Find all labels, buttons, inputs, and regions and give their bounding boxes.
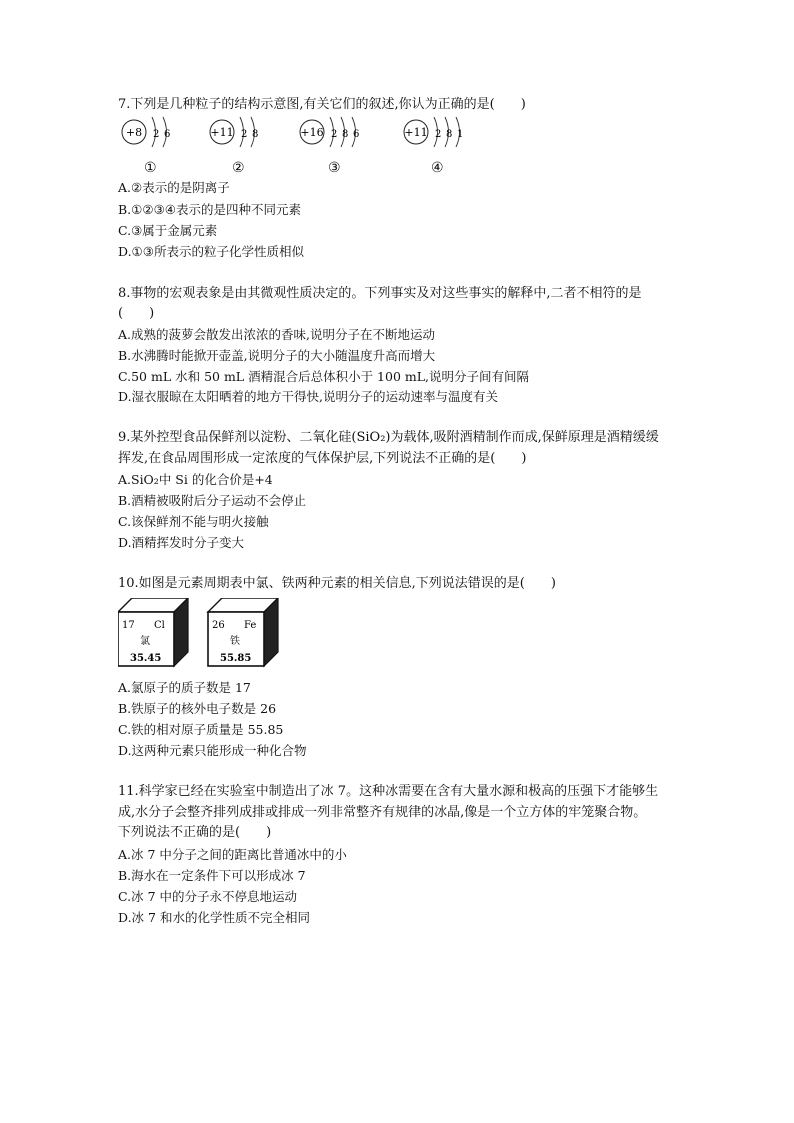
shell-electron-count: 2 xyxy=(331,129,338,140)
q7-option-c: C.③属于金属元素 xyxy=(118,223,218,238)
element-tile-fe xyxy=(208,598,278,666)
q8-option-d: D.湿衣服晾在太阳晒着的地方干得快,说明分子的运动速率与温度有关 xyxy=(118,389,499,404)
q10-stem: 10.如图是元素周期表中氯、铁两种元素的相关信息,下列说法错误的是( ) xyxy=(118,576,556,591)
particle-diagram-3 xyxy=(300,117,359,147)
q11-option-c: C.冰 7 中的分子永不停息地运动 xyxy=(118,889,297,904)
q10-element-tiles xyxy=(118,598,298,670)
shell-electron-count: 8 xyxy=(342,129,349,140)
q7-label-1: ① xyxy=(144,160,157,176)
cl-mass: 35.45 xyxy=(130,653,162,664)
q11-stem-line1: 11.科学家已经在实验室中制造出了冰 7。这种冰需要在含有大量水源和极高的压强下才能够生 xyxy=(118,784,659,799)
q9-option-a: A.SiO₂中 Si 的化合价是+4 xyxy=(118,472,273,487)
q8-stem-line1: 8.事物的宏观表象是由其微观性质决定的。下列事实及对这些事实的解释中,二者不相符的是 xyxy=(118,286,642,301)
fe-number: 26 xyxy=(212,620,225,631)
q9-stem-line2: 挥发,在食品周围形成一定浓度的气体保护层,下列说法不正确的是( ) xyxy=(118,451,527,466)
q11-option-b: B.海水在一定条件下可以形成冰 7 xyxy=(118,868,306,883)
shell-electron-count: 2 xyxy=(153,129,160,140)
nucleus-charge: +11 xyxy=(404,126,428,139)
shell-electron-count: 6 xyxy=(353,129,360,140)
shell-electron-count: 2 xyxy=(435,129,442,140)
fe-name: 铁 xyxy=(230,636,240,647)
q11-option-a: A.冰 7 中分子之间的距离比普通冰中的小 xyxy=(118,847,347,862)
q10-option-d: D.这两种元素只能形成一种化合物 xyxy=(118,743,307,758)
shell-electron-count: 1 xyxy=(457,129,464,140)
q9-option-b: B.酒精被吸附后分子运动不会停止 xyxy=(118,493,307,508)
nucleus-charge: +16 xyxy=(300,126,324,139)
q9-option-c: C.该保鲜剂不能与明火接触 xyxy=(118,514,269,529)
particle-diagram-2 xyxy=(210,117,258,147)
q7-particle-diagrams xyxy=(112,114,492,162)
shell-electron-count: 8 xyxy=(252,129,259,140)
q11-option-d: D.冰 7 和水的化学性质不完全相同 xyxy=(118,910,310,925)
q10-option-b: B.铁原子的核外电子数是 26 xyxy=(118,701,277,716)
nucleus-charge: +11 xyxy=(210,126,234,139)
q10-option-a: A.氯原子的质子数是 17 xyxy=(118,680,251,695)
q7-option-a: A.②表示的是阴离子 xyxy=(118,180,230,195)
q8-option-a: A.成熟的菠萝会散发出浓浓的香味,说明分子在不断地运动 xyxy=(118,327,435,342)
element-tile-cl xyxy=(118,598,188,666)
q10-option-c: C.铁的相对原子质量是 55.85 xyxy=(118,722,284,737)
q7-label-2: ② xyxy=(232,160,245,176)
nucleus-charge: +8 xyxy=(125,126,143,139)
cl-symbol: Cl xyxy=(154,620,165,631)
q9-option-d: D.酒精挥发时分子变大 xyxy=(118,535,245,550)
q7-label-3: ③ xyxy=(328,160,341,176)
q8-stem-line2: ( ) xyxy=(118,306,155,321)
fe-mass: 55.85 xyxy=(220,653,252,664)
q7-option-b: B.①②③④表示的是四种不同元素 xyxy=(118,202,301,217)
shell-electron-count: 8 xyxy=(446,129,453,140)
q9-stem-line1: 9.某外控型食品保鲜剂以淀粉、二氧化硅(SiO₂)为载体,吸附酒精制作而成,保鲜原理是酒精缓缓 xyxy=(118,430,659,445)
particle-diagram-1 xyxy=(122,117,170,147)
shell-electron-count: 2 xyxy=(241,129,248,140)
q7-option-d: D.①③所表示的粒子化学性质相似 xyxy=(118,244,304,259)
q8-option-c: C.50 mL 水和 50 mL 酒精混合后总体积小于 100 mL,说明分子间有间隔 xyxy=(118,369,530,384)
q8-option-b: B.水沸腾时能掀开壶盖,说明分子的大小随温度升高而增大 xyxy=(118,348,436,363)
cl-name: 氯 xyxy=(140,636,150,647)
cl-number: 17 xyxy=(122,620,135,631)
q11-stem-line2: 成,水分子会整齐排列成排或排成一列非常整齐有规律的冰晶,像是一个立方体的牢笼聚合物。 xyxy=(118,805,647,820)
q7-label-4: ④ xyxy=(431,160,444,176)
q11-stem-line3: 下列说法不正确的是( ) xyxy=(118,825,272,840)
fe-symbol: Fe xyxy=(244,620,257,631)
shell-electron-count: 6 xyxy=(164,129,171,140)
particle-diagram-4 xyxy=(404,117,463,147)
q7-stem: 7.下列是几种粒子的结构示意图,有关它们的叙述,你认为正确的是( ) xyxy=(118,97,526,112)
